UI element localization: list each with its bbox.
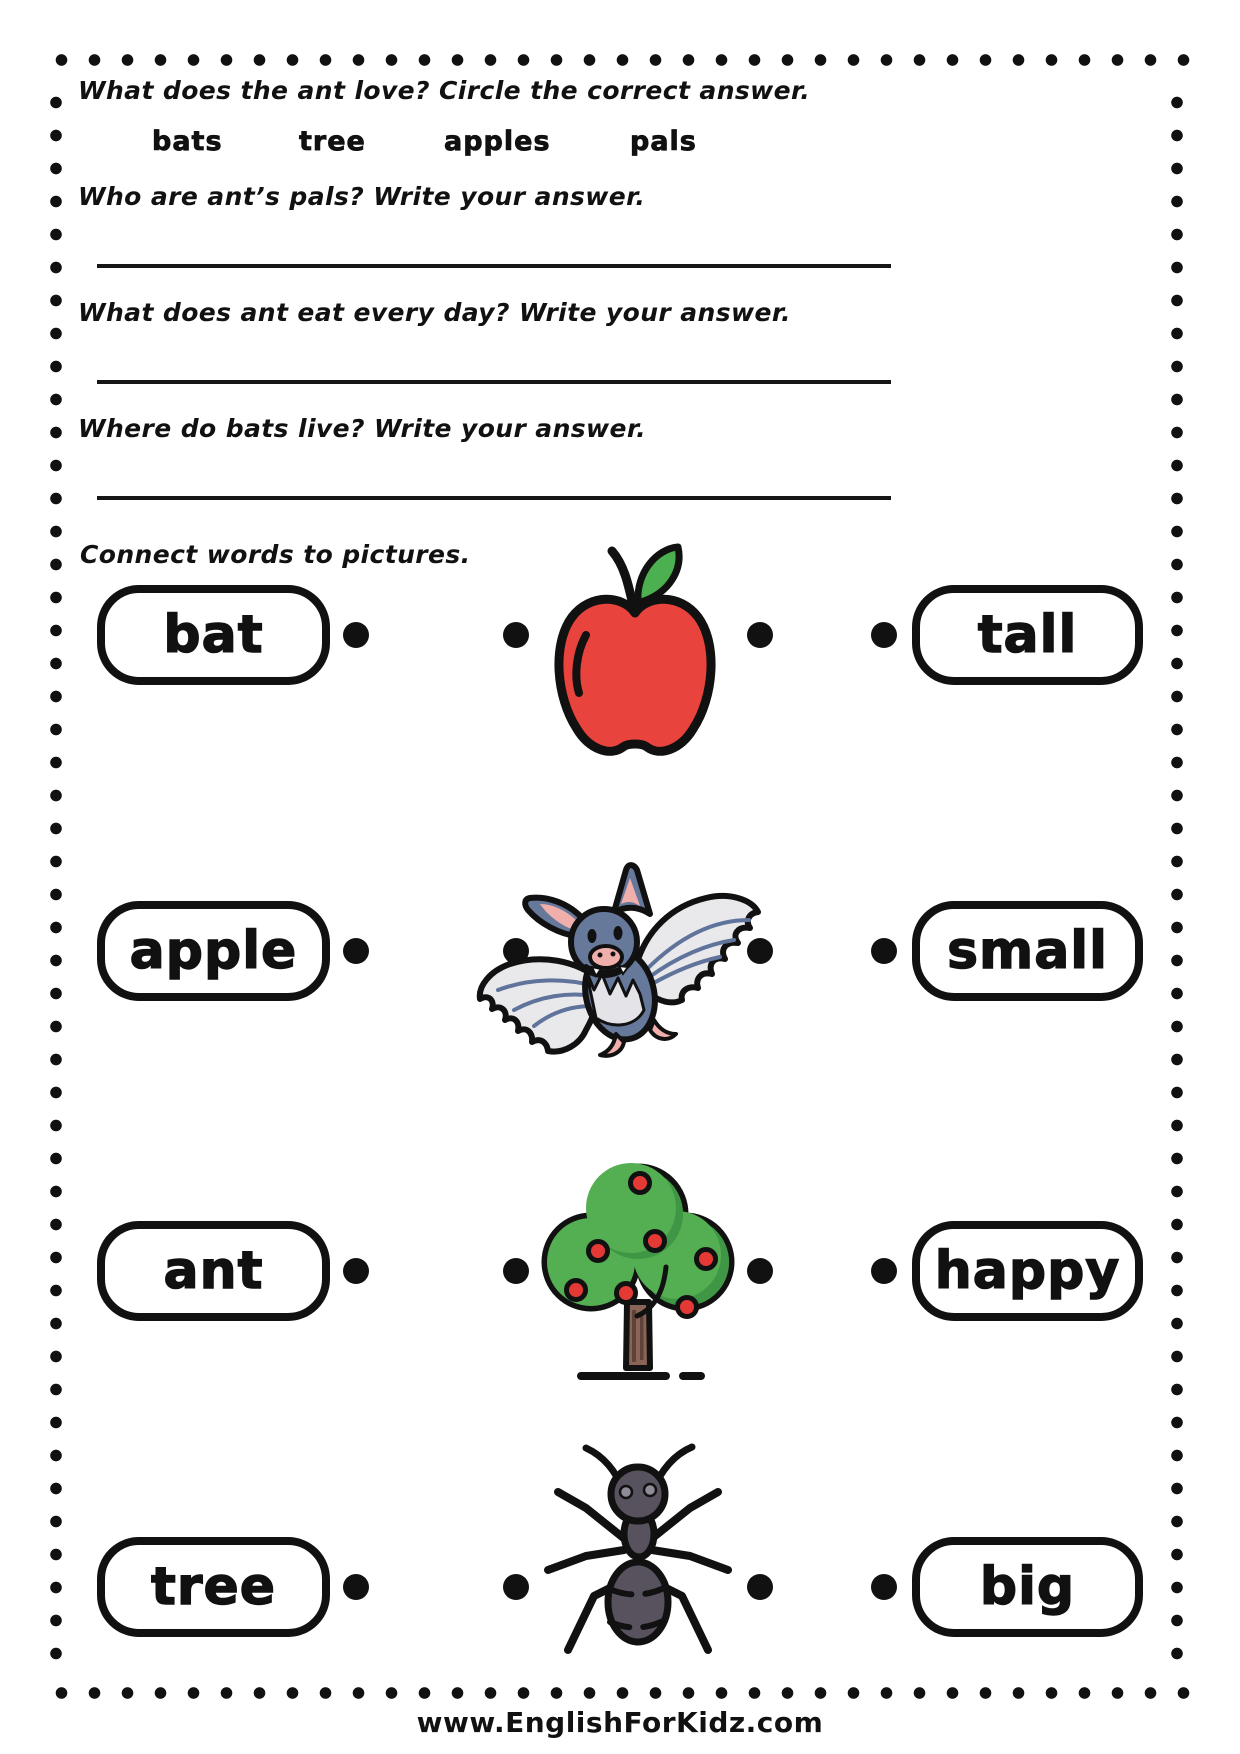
tree-icon <box>533 1152 743 1387</box>
border-dots-right <box>1171 86 1183 1678</box>
question-ants-pals: Who are ant’s pals? Write your answer. <box>78 182 646 211</box>
word-label: apple <box>129 921 298 981</box>
word-label: big <box>979 1557 1076 1617</box>
option-tree[interactable]: tree <box>299 126 366 157</box>
word-label: happy <box>934 1241 1121 1301</box>
word-box-bat[interactable] <box>97 585 330 685</box>
word-label: bat <box>163 605 264 665</box>
question-bats-live: Where do bats live? Write your answer. <box>78 414 646 443</box>
border-dots-left <box>50 86 62 1678</box>
connect-dot[interactable] <box>747 622 773 648</box>
question-ant-eat: What does ant eat every day? Write your answer. <box>78 298 791 327</box>
connect-dot[interactable] <box>747 1574 773 1600</box>
connect-dot[interactable] <box>871 938 897 964</box>
word-label: tall <box>977 605 1078 665</box>
word-box-tree[interactable] <box>97 1537 330 1637</box>
connect-dot[interactable] <box>343 622 369 648</box>
answer-line[interactable] <box>97 496 891 500</box>
answer-line[interactable] <box>97 380 891 384</box>
word-label: tree <box>150 1557 277 1617</box>
apple-icon <box>540 535 730 760</box>
word-box-ant[interactable] <box>97 1221 330 1321</box>
footer-url[interactable]: www.EnglishForKidz.com <box>416 1706 824 1739</box>
connect-dot[interactable] <box>503 1574 529 1600</box>
bat-icon <box>468 858 768 1058</box>
ant-icon <box>542 1442 732 1662</box>
option-pals[interactable]: pals <box>630 126 697 157</box>
word-box-apple[interactable] <box>97 901 330 1001</box>
word-label: ant <box>163 1241 264 1301</box>
border-dots-top <box>45 54 1195 66</box>
option-apples[interactable]: apples <box>444 126 551 157</box>
option-bats[interactable]: bats <box>152 126 223 157</box>
answer-line[interactable] <box>97 264 891 268</box>
connect-dot[interactable] <box>871 1574 897 1600</box>
connect-heading: Connect words to pictures. <box>80 540 471 569</box>
connect-dot[interactable] <box>503 622 529 648</box>
connect-dot[interactable] <box>871 1258 897 1284</box>
border-dots-bottom <box>45 1687 1195 1699</box>
connect-dot[interactable] <box>747 938 773 964</box>
question-circle-answer: What does the ant love? Circle the correct answer. <box>78 76 811 105</box>
connect-dot[interactable] <box>503 1258 529 1284</box>
word-label: small <box>947 921 1108 981</box>
word-box-big[interactable] <box>912 1537 1143 1637</box>
connect-dot[interactable] <box>343 938 369 964</box>
word-box-small[interactable] <box>912 901 1143 1001</box>
word-box-happy[interactable] <box>912 1221 1143 1321</box>
connect-dot[interactable] <box>871 622 897 648</box>
connect-dot[interactable] <box>343 1574 369 1600</box>
connect-dot[interactable] <box>343 1258 369 1284</box>
connect-dot[interactable] <box>747 1258 773 1284</box>
word-box-tall[interactable] <box>912 585 1143 685</box>
